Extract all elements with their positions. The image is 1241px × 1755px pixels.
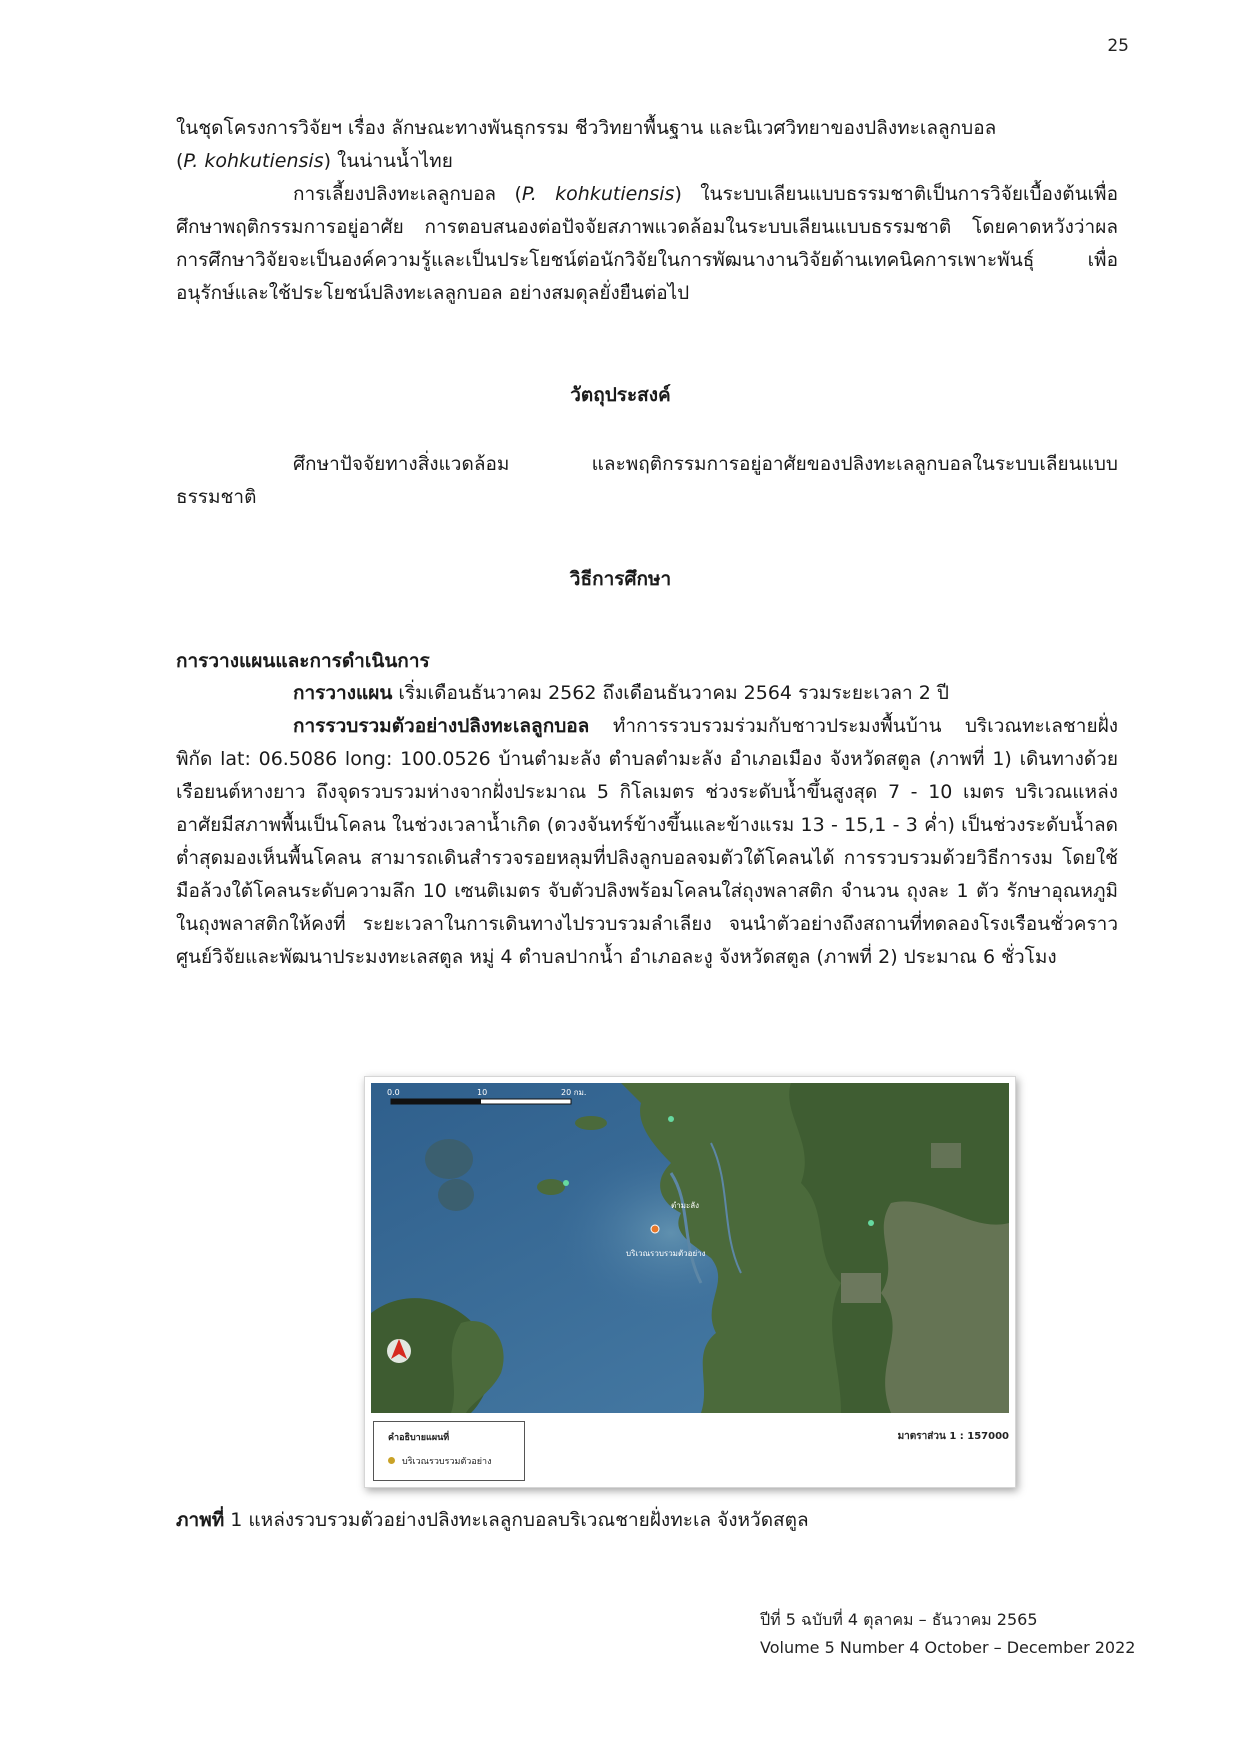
footer-thai: ปีที่ 5 ฉบับที่ 4 ตุลาคม – ธันวาคม 2565 xyxy=(760,1610,1038,1629)
collection-site-marker xyxy=(651,1225,659,1233)
map-legend xyxy=(373,1421,525,1481)
place-label-collection: บริเวณรวบรวมตัวอย่าง xyxy=(626,1249,706,1258)
place-label-tammalang: ตำมะลัง xyxy=(671,1201,700,1210)
objective-text: ศึกษาปัจจัยทางสิ่งแวดล้อม และพฤติกรรมการอยู่อาศัยของปลิงทะเลลูกบอลในระบบเลียนแบบธรรมชาติ xyxy=(176,453,1118,508)
intro-line-1: ในชุดโครงการวิจัยฯ เรื่อง ลักษณะทางพันธุกรรม ชีววิทยาพื้นฐาน และนิเวศวิทยาของปลิงทะเลลูกบอล xyxy=(176,117,997,139)
plan-label: การวางแผน xyxy=(293,682,393,704)
method-heading: วิธีการศึกษา xyxy=(569,568,672,590)
planning-subheading: การวางแผนและการดำเนินการ xyxy=(176,650,430,672)
intro-paragraph-1: ในชุดโครงการวิจัยฯ เรื่อง ลักษณะทางพันธุกรรม ชีววิทยาพื้นฐาน และนิเวศวิทยาของปลิงทะเลลูกบอล (P. kohkutiensis) ในน่านน้ำไทย xyxy=(176,117,997,172)
legend-item: บริเวณรวบรวมตัวอย่าง xyxy=(402,1457,492,1467)
species-name: P. kohkutiensis xyxy=(183,150,324,172)
caption-label: ภาพที่ xyxy=(176,1509,225,1531)
satellite-map xyxy=(371,1083,1009,1413)
page-number: 25 xyxy=(1107,36,1129,56)
scale-label-20: 20 กม. xyxy=(561,1088,587,1097)
legend-dot-icon xyxy=(388,1457,395,1464)
scale-label-0: 0.0 xyxy=(387,1088,400,1097)
figure-map xyxy=(364,1076,1016,1488)
north-arrow-icon xyxy=(387,1339,411,1363)
map-image xyxy=(371,1083,1009,1413)
map-scale-ratio: มาตราส่วน 1 : 157000 xyxy=(897,1431,1009,1442)
legend-title: คำอธิบายแผนที่ xyxy=(388,1433,450,1443)
species-name: P. kohkutiensis xyxy=(521,183,675,205)
footer-english: Volume 5 Number 4 October – December 2022 xyxy=(760,1638,1136,1657)
collect-label: การรวบรวมตัวอย่างปลิงทะเลลูกบอล xyxy=(293,715,590,737)
collect-paragraph: การรวบรวมตัวอย่างปลิงทะเลลูกบอล ทำการรวบรวมร่วมกับชาวประมงพื้นบ้าน บริเวณทะเลชายฝั่ง พิกัด lat: 06.5086 long: 100.0526 บ้านตำมะลัง ตำบลตำมะลัง อำเภอเมือง จังหวัดสตูล (ภาพที่ 1) เดินทางด้วยเรือยนต์หางยาว ถึงจุดรวบรวมห่างจากฝั่งประมาณ 5 กิโลเมตร ช่วงระดับน้ำขึ้นสูงสุด 7 - 10 เมตร บริเวณแหล่งอาศัยมีสภาพพื้นเป็นโคลน ในช่วงเวลาน้ำเกิด (ดวงจันทร์ข้างขึ้นและข้างแรม 13 - 15,1 - 3 ค่ำ) เป็นช่วงระดับน้ำลดต่ำสุดมองเห็นพื้นโคลน สามารถเดินสำรวจรอยหลุมที่ปลิงลูกบอลจมตัวใต้โคลนได้ การรวบรวมด้วยวิธีการงม โดยใช้มือล้วงใต้โคลนระดับความลึก 10 เซนติเมตร จับตัวปลิงพร้อมโคลนใส่ถุงพลาสติก จำนวน ถุงละ 1 ตัว รักษาอุณหภูมิในถุงพลาสติกให้คงที่ ระยะเวลาในการเดินทางไปรวบรวมลำเลียง จนนำตัวอย่างถึงสถานที่ทดลองโรงเรือนชั่วคราว ศูนย์วิจัยและพัฒนาประมงทะเลสตูล หมู่ 4 ตำบลปากน้ำ อำเภอละงู จังหวัดสตูล (ภาพที่ 2) ประมาณ 6 ชั่วโมง xyxy=(176,715,1118,968)
objective-heading: วัตถุประสงค์ xyxy=(570,384,671,406)
figure-caption: ภาพที่ 1 แหล่งรวบรวมตัวอย่างปลิงทะเลลูกบอลบริเวณชายฝั่งทะเล จังหวัดสตูล xyxy=(176,1509,809,1531)
plan-paragraph: การวางแผน เริ่มเดือนธันวาคม 2562 ถึงเดือนธันวาคม 2564 รวมระยะเวลา 2 ปี xyxy=(293,682,949,704)
intro-paragraph-2: การเลี้ยงปลิงทะเลลูกบอล (P. kohkutiensis) ในระบบเลียนแบบธรรมชาติเป็นการวิจัยเบื้องต้นเพื่อศึกษาพฤติกรรมการอยู่อาศัย การตอบสนองต่อปัจจัยสภาพแวดล้อมในระบบเลียนแบบธรรมชาติ โดยคาดหวังว่าผลการศึกษาวิจัยจะเป็นองค์ความรู้และเป็นประโยชน์ต่อนักวิจัยในการพัฒนางานวิจัยด้านเทคนิคการเพาะพันธุ์ เพื่ออนุรักษ์และใช้ประโยชน์ปลิงทะเลลูกบอล อย่างสมดุลยั่งยืนต่อไป xyxy=(176,183,1118,304)
scale-label-10: 10 xyxy=(477,1088,488,1097)
